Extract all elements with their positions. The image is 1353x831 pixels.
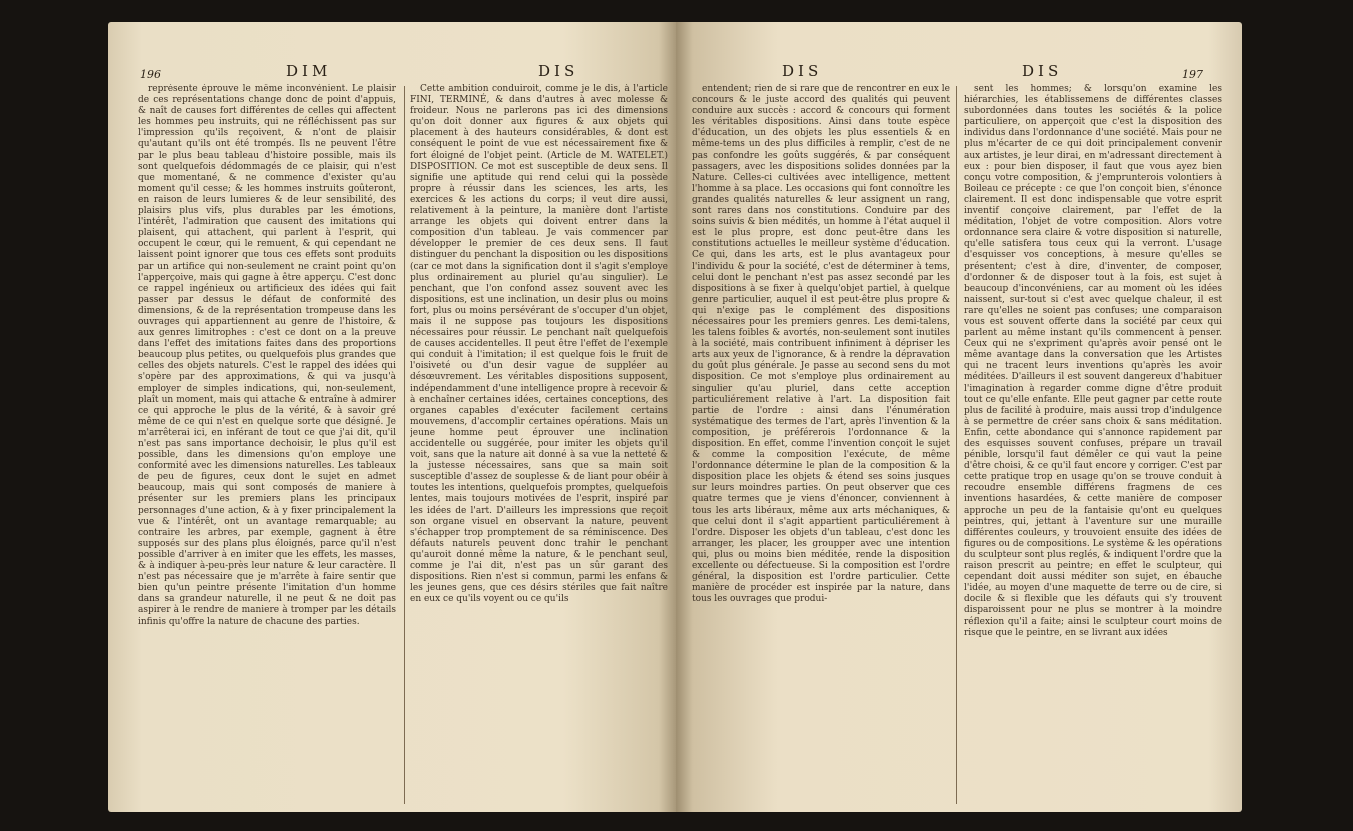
left-column-1: [138, 84, 396, 812]
right-column-1-text: entendent; rien de si rare que de rencontrer en eux le concours & le juste accord des qualités qui peuvent conduire aux succès : accord & concours qui forment les véritables dispositions. Ainsi dans toute espèce d'éducation, un des objets les plus essentiels & en même-tems un des plus difficiles à remplir, c'est de ne pas confondre les goûts suggérés, & par conséquent passagers, avec les dispositions solides données par la Nature. Celles-ci cultivées avec intelligence, mettent l'homme à sa place. Les occasions qui font connoître les grandes qualités naturelles & leur assignent un rang, sont rares dans nos constitutions. Conduire par des soins suivis & bien médités, un homme à l'état auquel il est le plus propre, est donc peut-être dans les constitutions actuelles le meilleur système d'éducation. Ce qui, dans les arts, est le plus avantageux pour l'individu & pour la société, c'est de déterminer à tems, celui dont le penchant n'est pas assez secondé par les dispositions à se fixer à quelqu'objet partiel, à quelque genre particulier, auquel il est peut-être plus propre & qui n'exige pas le complément des dispositions nécessaires pour les premiers genres. Les demi-talens, les talens foibles & avortés, non-seulement sont inutiles à la société, mais contribuent infiniment à dépriser les arts aux yeux de l'ignorance, & à rendre la dépravation du goût plus générale. Je passe au second sens du mot disposition. Ce mot s'employe plus ordinairement au singulier qu'au pluriel, dans cette acception particuliérement relative à l'art. La disposition fait partie de l'ordre : ainsi dans l'énumération systématique des termes de l'art, après l'invention & la composition, je préférerois l'ordonnance & la disposition. En effet, comme l'invention conçoit le sujet & comme la composition l'exécute, de même l'ordonnance détermine le plan de la composition & la disposition place les objets & étend ses soins jusques sur leurs moindres parties. On peut observer que ces quatre termes que je viens d'énoncer, conviennent à tous les arts libéraux, même aux arts méchaniques, & que celui dont il s'agit appartient particuliérement à l'ordre. Disposer les objets d'un tableau, c'est donc les arranger, les placer, les groupper avec une intention qui, plus ou moins bien méditée, rende la disposition excellente ou défectueuse. Si la composition est l'ordre général, la disposition est l'ordre particulier. Cette manière de procéder est inspirée par la nature, dans tous les ouvrages que produi-: [692, 84, 950, 605]
right-column-2: [964, 84, 1222, 812]
left-running-head-inner: DIS: [538, 62, 579, 80]
right-column-1: [692, 84, 950, 812]
left-column-2-text: Cette ambition conduiroit, comme je le dis, à l'article FINI, TERMINÉ, & dans d'autres à avec molesse & froideur. Nous ne parlerons pas ici des dimensions qu'on doit donner aux figures & aux objets qui placement à des hauteurs considérables, & dont est conséquent le point de vue est nécessairement fixe & fort éloigné de l'objet peint. (Article de M. WATELET.) DISPOSITION. Ce mot est susceptible de deux sens. Il signifie une aptitude qui rend celui qui la possède propre à réussir dans les sciences, les arts, les exercices & les actions du corps; il veut dire aussi, relativement à la peinture, la manière dont l'artiste arrange les objets qui doivent entrer dans la composition d'un tableau. Je vais commencer par développer le premier de ces deux sens. Il faut distinguer du penchant la disposition ou les dispositions (car ce mot dans la signification dont il s'agit s'employe plus ordinairement au pluriel qu'au singulier). Le penchant, que l'on confond assez souvent avec les dispositions, est une inclination, un desir plus ou moins fort, plus ou moins persévérant de s'occuper d'un objet, mais il ne suppose pas toujours les dispositions nécessaires pour réussir. Le penchant naît quelquefois de causes accidentelles. Il peut être l'effet de l'exemple qui conduit à l'imitation; il est quelque fois le fruit de l'oisiveté ou d'un desir vague de suppléer au désœuvrement. Les véritables dispositions supposent, indépendamment d'une intelligence propre à recevoir & à enchaîner certaines idées, certaines conceptions, des organes capables d'exécuter facilement certains mouvemens, d'accomplir certaines opérations. Mais un jeune homme peut éprouver une inclination accidentelle ou suggérée, pour imiter les objets qu'il voit, sans que la nature ait donné à sa vue la netteté & la justesse nécessaires, sans que sa main soit susceptible d'assez de souplesse & de liant pour obéir à toutes les intentions, quelquefois promptes, quelquefois lentes, mais toujours motivées de l'esprit, inspiré par les idées de l'art. D'ailleurs les impressions que reçoit son organe visuel en observant la nature, peuvent s'échapper trop promptement de sa réminiscence. Des défauts naturels peuvent donc trahir le penchant qu'auroit donné même la nature, & le penchant seul, comme je l'ai dit, n'est pas un sûr garant des dispositions. Rien n'est si commun, parmi les enfans & les jeunes gens, que ces désirs stériles que fait naître en eux ce qu'ils voyent ou ce qu'ils: [410, 84, 668, 605]
left-page-number: 196: [140, 68, 161, 81]
right-page: [676, 22, 1242, 812]
left-column-1-text: représente éprouve le même inconvénient. Le plaisir de ces représentations change donc de point d'appuis, & naît de causes fort différentes de celles qui affectent les hommes peu instruits, qui ne réfléchissent pas sur l'impression qu'ils reçoivent, & n'ont de plaisir qu'autant qu'ils ont été trompés. Ils ne peuvent l'être par le plus beau tableau d'histoire possible, mais ils sont quelquefois dédommagés de ce plaisir, qui n'est que momentané, & ne commence d'exister qu'au moment qu'il cesse; & les hommes instruits goûteront, en raison de leurs lumieres & de leur sensibilité, des plaisirs plus vifs, plus durables par les émotions, l'intérêt, l'admiration que causent des imitations qui plaisent, qui attachent, qui parlent à l'esprit, qui occupent le cœur, qui le remuent, & qui cependant ne laissent point ignorer que tous ces effets sont produits par un artifice qui non-seulement ne craint point qu'on l'apperçoive, mais qui gagne à être apperçu. C'est donc ce rappel ingénieux ou artificieux des idées qui fait passer par dessus le défaut de conformité des dimensions, & de la représentation trompeuse dans les ouvrages qui appartiennent au genre de l'histoire, & aux genres limitrophes : c'est ce dont on a la preuve dans l'effet des imitations faites dans des proportions beaucoup plus petites, ou quelquefois plus grandes que celles des objets naturels. C'est le rappel des idées qui s'opère par des approximations, & qui va jusqu'à employer de simples indications, qui, non-seulement, plaît un moment, mais qui attache & entraîne à admirer ce qui approche le plus de la vérité, & à savoir gré même de ce qui n'est en quelque sorte que désigné. Je m'arrêterai ici, en inférant de tout ce que j'ai dit, qu'il n'est pas sans importance dechoisir, le plus qu'il est possible, dans les dimensions qu'on employe une conformité avec les dimensions naturelles. Les tableaux de peu de figures, ceux dont le sujet en admet beaucoup, mais qui sont composés de maniere à présenter sur les premiers plans les principaux personnages d'une action, & à y fixer principalement la vue & l'intérêt, ont un avantage remarquable; au contraire les arbres, par exemple, gagnent à être supposés sur des plans plus éloignés, parce qu'il n'est possible d'arriver à en imiter que les effets, les masses, & à indiquer à-peu-près leur nature & leur caractère. Il n'est pas nécessaire que je m'arrête à faire sentir que bien qu'un peintre présente l'imitation d'un homme dans sa grandeur naturelle, il ne peut & ne doit pas aspirer à le rendre de maniere à tromper par les détails infinis qu'offre la nature de chacune des parties.: [138, 84, 396, 627]
right-column-2-text: sent les hommes; & lorsqu'on examine les hiérarchies, les établissemens de différentes classes subordonnées dans toutes les sociétés & la police particuliere, on apperçoit que c'est la disposition des individus dans l'ordonnance d'une société. Mais pour ne plus m'écarter de ce qui doit principalement convenir aux artistes, je leur dirai, en m'adressant directement à eux : pour bien disposer, il faut que vous ayez bien conçu votre composition, & j'emprunterois volontiers à Boileau ce précepte : ce que l'on conçoit bien, s'énonce clairement. Il est donc indispensable que votre esprit inventif conçoive clairement, par l'effet de la méditation, l'objet de votre composition. Alors votre ordonnance sera claire & votre disposition si naturelle, qu'elle satisfera tous ceux qui la verront. L'usage d'esquisser vos conceptions, à mesure qu'elles se présentent; c'est à dire, d'inventer, de composer, d'ordonner & de disposer tout à la fois, est sujet à beaucoup d'inconvéniens, car au moment où les idées naissent, sur-tout si c'est avec quelque chaleur, il est rare qu'elles ne soient pas confuses; une comparaison vous est souvent offerte dans la société par ceux qui parlent au même instant qu'ils commencent à penser. Ceux qui ne s'expriment qu'après avoir pensé ont le même avantage dans la conversation que les Artistes qui ne tracent leurs inventions qu'après les avoir méditées. D'ailleurs il est souvent dangereux d'habituer l'imagination à regarder comme digne d'être produit tout ce qu'elle enfante. Elle peut gagner par cette route plus de facilité à produire, mais aussi trop d'indulgence à se permettre de créer sans choix & sans méditation. Enfin, cette abondance qui s'annonce rapidement par des esquisses souvent confuses, prépare un travail pénible, lorsqu'il faut démêler ce qui vaut la peine d'être choisi, & ce qu'il faut encore y corriger. C'est par cette pratique trop en usage qu'on se trouve conduit à recoudre ensemble différens fragmens de ces inventions hasardées, & cette manière de composer approche un peu de la fantaisie qu'ont eu quelques peintres, qui, jettant à l'aventure sur une muraille différentes couleurs, y trouvoient ensuite des idées de figures ou de compositions. Le système & les opérations du sculpteur sont plus reglés, & indiquent l'ordre que la raison prescrit au peintre; en effet le sculpteur, qui cependant doit aussi méditer son sujet, en ébauche l'idée, au moyen d'une maquette de terre ou de cire, si docile & si flexible que les défauts qui s'y trouvent disparoissent pour ne plus se montrer à la moindre réflexion qu'il a faite; ainsi le sculpteur court moins de risque que le peintre, en se livrant aux idées: [964, 84, 1222, 638]
right-running-head-outer: DIS: [1022, 62, 1063, 80]
left-column-2: [410, 84, 668, 812]
right-page-number: 197: [1182, 68, 1203, 81]
left-column-rule: [404, 86, 405, 804]
right-column-rule: [956, 86, 957, 804]
left-page: [108, 22, 676, 812]
right-running-head-inner: DIS: [782, 62, 823, 80]
left-running-head-outer: DIM: [286, 62, 332, 80]
